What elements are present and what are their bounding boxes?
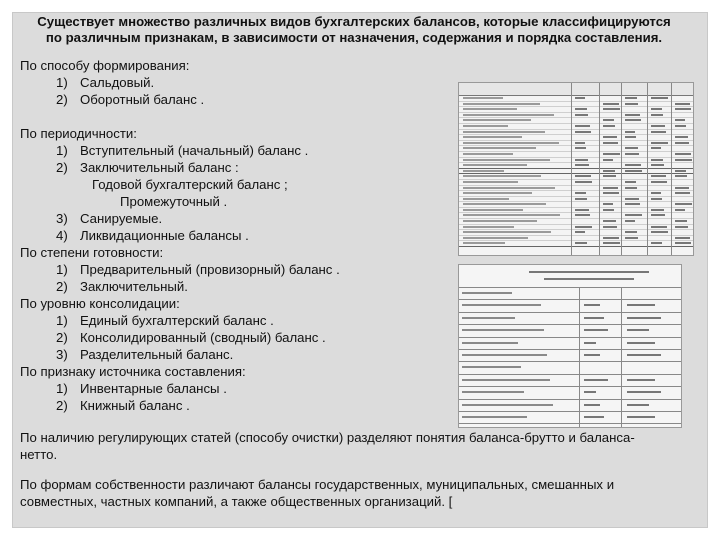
list-item: 4) Ликвидационные балансы . [56, 228, 249, 243]
table-row [459, 287, 681, 299]
paragraph-netto-line-1: По наличию регулирующих статей (способу очистки) разделяют понятия баланса-брутто и баланса- [20, 430, 635, 445]
sheet-column-line [571, 83, 572, 255]
table-row [459, 324, 681, 336]
table-row [459, 361, 681, 373]
table-row [459, 399, 681, 411]
list-item: 1) Предварительный (провизорный) баланс . [56, 262, 340, 277]
list-heading: По способу формирования: [20, 58, 190, 73]
slide-title [16, 14, 692, 46]
list-item: 1) Сальдовый. [56, 75, 155, 90]
list-subitem: Промежуточный . [120, 194, 228, 209]
list-item: 3) Санируемые. [56, 211, 163, 226]
list-item: 1) Вступительный (начальный) баланс . [56, 143, 309, 158]
table-row [459, 337, 681, 349]
sheet-column-line [599, 83, 600, 255]
table-row [459, 423, 681, 428]
paragraph-ownership-line-2: совместных, частных компаний, а также общественных организаций. [ [20, 494, 453, 509]
sheet-row [459, 241, 693, 247]
paragraph-ownership-line-1: По формам собственности различают балансы государственных, муниципальных, смешанных и [20, 477, 615, 492]
balance-table-image [458, 264, 682, 428]
table-row [459, 312, 681, 324]
list-item: 2) Оборотный баланс . [56, 92, 205, 107]
list-item: 2) Заключительный. [56, 279, 188, 294]
title-line-2: по различным признакам, в зависимости от назначения, содержания и порядка составления. [45, 30, 663, 45]
table-row [459, 349, 681, 361]
list-heading: По степени готовности: [20, 245, 164, 260]
balance-sheet-header [459, 83, 693, 96]
table-row [459, 386, 681, 398]
balance-table-caption [459, 265, 681, 287]
table-row [459, 299, 681, 311]
table-row [459, 411, 681, 423]
table-row [459, 374, 681, 386]
list-item: 2) Заключительный баланс : [56, 160, 239, 175]
sheet-column-line [621, 83, 622, 255]
list-item: 1) Единый бухгалтерский баланс . [56, 313, 274, 328]
balance-sheet-image [458, 82, 694, 256]
list-heading: По признаку источника составления: [20, 364, 246, 379]
list-item: 3) Разделительный баланс. [56, 347, 234, 362]
list-subitem: Годовой бухгалтерский баланс ; [92, 177, 288, 192]
list-item: 2) Книжный баланс . [56, 398, 190, 413]
paragraph-netto-line-2: нетто. [20, 447, 58, 462]
list-heading: По периодичности: [20, 126, 137, 141]
list-heading: По уровню консолидации: [20, 296, 180, 311]
sheet-column-line [647, 83, 648, 255]
list-item: 1) Инвентарные балансы . [56, 381, 227, 396]
list-item: 2) Консолидированный (сводный) баланс . [56, 330, 326, 345]
sheet-column-line [671, 83, 672, 255]
title-line-1: Существует множество различных видов бухгалтерских балансов, которые классифицируются [37, 14, 671, 29]
